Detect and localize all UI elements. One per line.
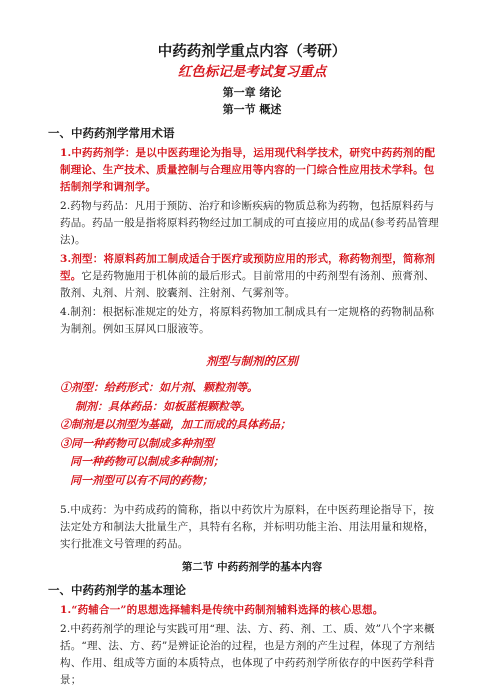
section-heading-2: 第二节 中药药剂学的基本内容	[181, 561, 323, 573]
theory-item-1: 1.“药辅合一”的思想选择辅料是传统中药制剂辅料选择的核心思想。	[60, 604, 384, 616]
term-item-4: 4.制剂：根据标准规定的处方，将原料药物加工制成具有一定规格的药物制品称为制剂。例如玉屏风口服液等。	[60, 306, 435, 335]
document-subtitle: 红色标记是考试复习重点	[177, 64, 327, 80]
heading-basic-theory: 一、中药药剂学的基本理论	[48, 583, 186, 597]
difference-line-1: ①剂型：给药形式：如片剂、颗粒剂等。	[60, 381, 258, 394]
difference-line-4: ③同一种药物可以制成多种剂型	[60, 436, 214, 450]
term-item-3	[60, 251, 444, 302]
difference-line-3: ②制剂是以剂型为基础，加工而成的具体药品；	[60, 418, 291, 431]
section-heading-1: 第一节 概述	[222, 103, 282, 116]
term-item-1: 1.中药药剂学：是以中医药理论为指导，运用现代科学技术，研究中药药剂的配制理论、生产技术、质量控制与合理应用等内容的一门综合性应用技术学科。包括制剂学和调剂学。	[60, 147, 436, 193]
term-item-5: 5.中成药：为中药成药的简称，指以中药饮片为原料，在中医药理论指导下，按法定处方和制法大批量生产，具特有名称，并标明功能主治、用法用量和规格，实行批准文号管理的药品。	[60, 504, 435, 550]
difference-heading: 剂型与制剂的区别	[206, 354, 298, 368]
term-item-3-rest: 它是药物施用于机体前的最后形式。目前常用的中药剂型有汤剂、煎膏剂、散剂、丸剂、片剂、胶囊剂、注射剂、气雾剂等。	[60, 270, 435, 299]
term-item-2: 2.药物与药品：凡用于预防、治疗和诊断疾病的物质总称为药物，包括原料药与药品。药品一般是指将原料药物经过加工制成的可直接应用的成品(参考药品管理法)。	[60, 200, 439, 246]
document-title: 中药药剂学重点内容（考研）	[157, 43, 347, 60]
difference-line-6: 同一剂型可以有不同的药物；	[70, 473, 213, 487]
heading-terms: 一、中药药剂学常用术语	[48, 126, 175, 140]
theory-item-2: 2.中药药剂学的理论与实践可用“理、法、方、药、剂、工、质、效”八个字来概括。“理、法、方、药”是辨证论治的过程，也是方剂的产生过程，体现了方剂结构、作用、组成等方面的本质特点，也体现了中药药剂学所依存的中医药学科背景；	[60, 623, 435, 686]
chapter-heading: 第一章 绪论	[222, 86, 282, 99]
difference-line-5: 同一种药物可以制成多种制剂；	[70, 455, 224, 468]
difference-line-2: 制剂：具体药品：如板蓝根颗粒等。	[75, 399, 251, 413]
term-item-3-highlight: 3.剂型：将原料药加工制成适合于医疗或预防应用的形式，称药物剂型，简称剂型。	[60, 253, 436, 282]
